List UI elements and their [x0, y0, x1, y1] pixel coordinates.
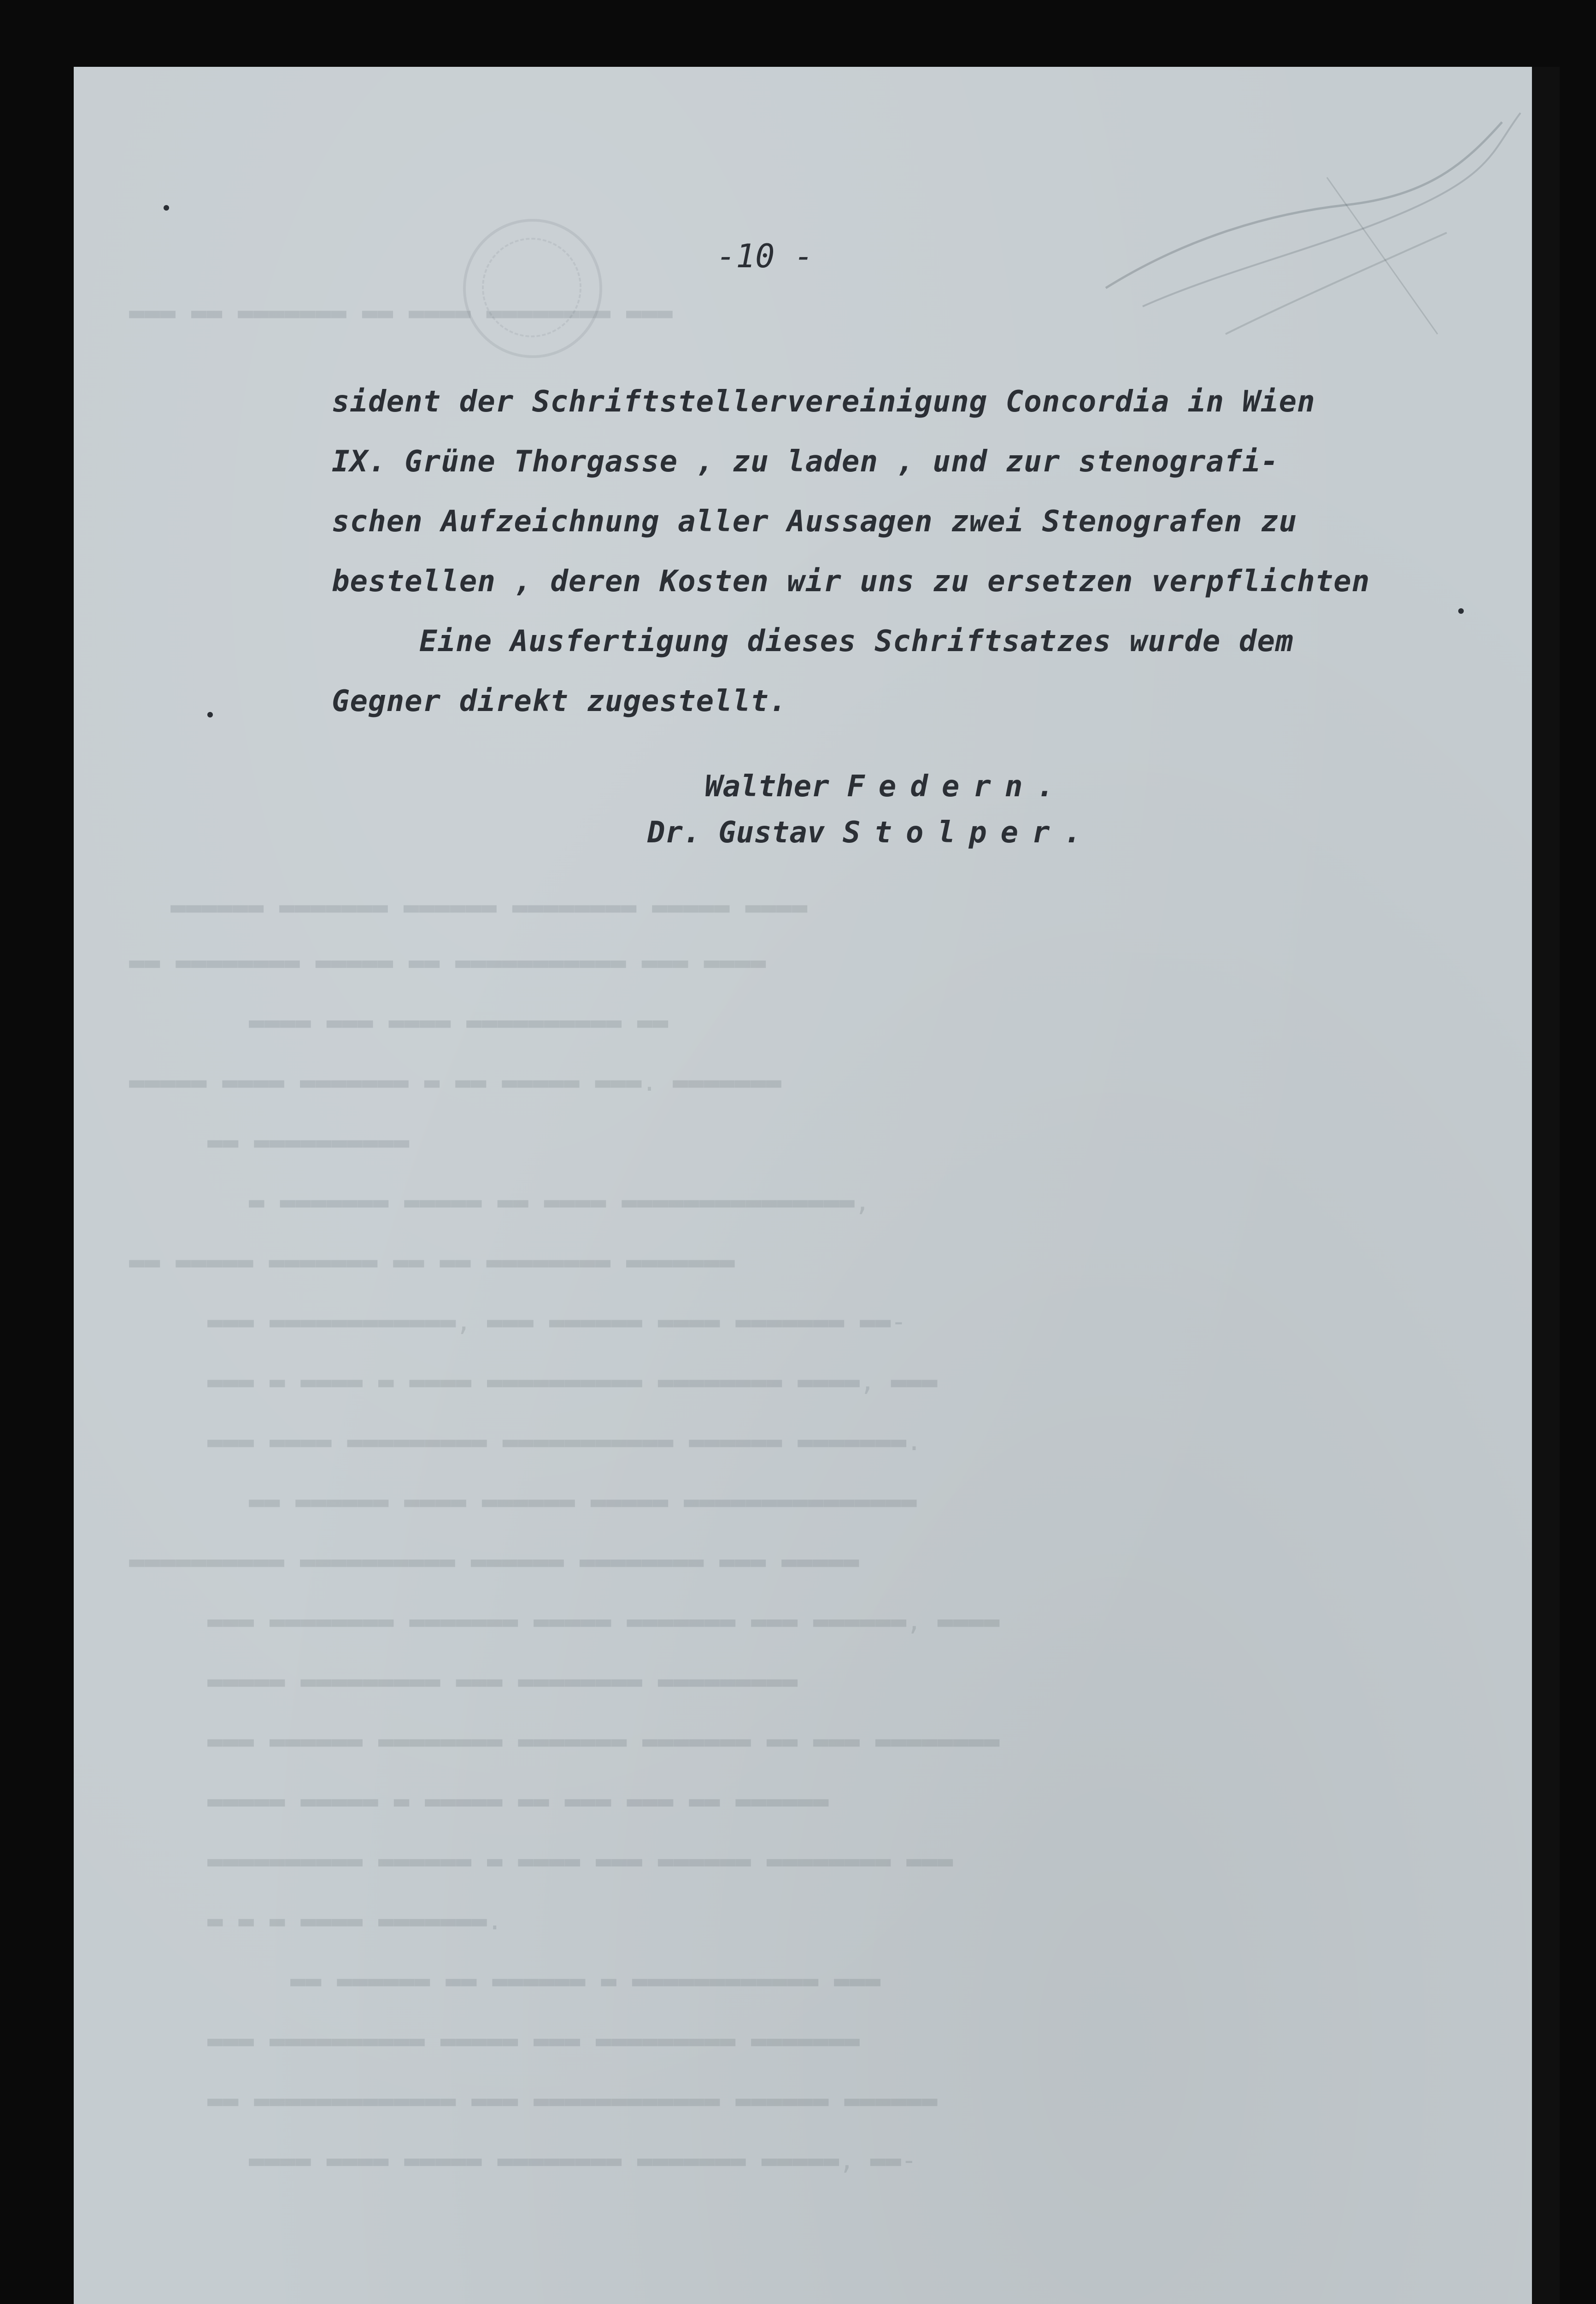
signature-second-surname: Stolper.	[842, 816, 1096, 850]
margin-dot	[164, 205, 169, 211]
pencil-scribble-marks	[1087, 94, 1530, 371]
margin-dot	[1458, 608, 1464, 614]
body-line: IX. Grüne Thorgasse , zu laden , und zur stenografi-	[332, 445, 1279, 479]
signature-federn	[705, 770, 1068, 804]
body-line: Eine Ausfertigung dieses Schriftsatzes wurde dem	[419, 624, 1294, 658]
signature-first-name: Walther	[705, 770, 829, 804]
signature-first-surname: Federn.	[847, 770, 1068, 804]
document-page	[74, 67, 1560, 2304]
faint-seal-stamp	[463, 219, 602, 358]
scan-edge-shadow	[1532, 67, 1560, 2304]
margin-dot	[207, 712, 213, 717]
body-line: Gegner direkt zugestellt.	[332, 684, 787, 718]
body-line: schen Aufzeichnung aller Aussagen zwei Stenografen zu	[332, 505, 1297, 539]
body-line: bestellen , deren Kosten wir uns zu ersetzen verpflichten	[332, 564, 1370, 599]
signature-stolper	[647, 816, 1095, 850]
show-through-texture: ▬▬▬ ▬▬ ▬▬▬▬▬▬▬ ▬▬ ▬▬▬▬ ▬▬▬▬▬▬▬▬ ▬▬▬ ▬▬▬▬▬▬ ▬▬▬▬▬▬▬ ▬▬▬▬▬▬ ▬▬▬▬▬▬▬▬ ▬▬▬▬▬ ▬▬▬▬ ▬▬ ▬▬▬▬▬▬▬▬ ▬▬▬▬▬ ▬▬ ▬▬▬▬▬▬▬▬▬▬▬ ▬▬▬ ▬▬▬▬ ▬▬▬▬ ▬▬▬ ▬▬▬▬ ▬▬▬▬▬▬▬▬▬▬ ▬▬ ▬▬▬▬▬ ▬▬▬▬ ▬▬▬▬▬▬▬ ▬ ▬▬ ▬▬▬▬▬ ▬▬▬. ▬▬▬▬▬▬▬ ▬▬ ▬▬▬▬▬▬▬▬▬▬ ▬ ▬▬▬▬▬▬▬ ▬▬▬▬▬ ▬▬ ▬▬▬▬ ▬▬▬▬▬▬▬▬▬▬▬▬▬▬▬, ▬▬ ▬▬▬▬▬ ▬▬▬▬▬▬▬ ▬▬ ▬▬ ▬▬▬▬▬▬▬▬ ▬▬▬▬▬▬▬ ▬▬▬ ▬▬▬▬▬▬▬▬▬▬▬▬, ▬▬▬ ▬▬▬▬▬▬ ▬▬▬▬ ▬▬▬▬▬▬▬ ▬▬- ▬▬▬ ▬ ▬▬▬▬ ▬ ▬▬▬▬ ▬▬▬▬▬▬▬▬▬▬ ▬▬▬▬▬▬▬▬ ▬▬▬▬, ▬▬▬ ▬▬▬ ▬▬▬▬ ▬▬▬▬▬▬▬▬▬ ▬▬▬▬▬▬▬▬▬▬▬ ▬▬▬▬▬▬ ▬▬▬▬▬▬▬. ▬▬ ▬▬▬▬▬▬ ▬▬▬▬ ▬▬▬▬▬▬ ▬▬▬▬▬ ▬▬▬▬▬▬▬▬▬▬▬▬▬▬▬ ▬▬▬▬▬▬▬▬▬▬ ▬▬▬▬▬▬▬▬▬▬ ▬▬▬▬▬▬ ▬▬▬▬▬▬▬▬ ▬▬▬ ▬▬▬▬▬ ▬▬▬ ▬▬▬▬▬▬▬▬ ▬▬▬▬▬▬▬ ▬▬▬▬▬ ▬▬▬▬▬▬▬ ▬▬▬ ▬▬▬▬▬▬, ▬▬▬▬ ▬▬▬▬▬ ▬▬▬▬▬▬▬▬▬ ▬▬▬ ▬▬▬▬▬▬▬▬ ▬▬▬▬▬▬▬▬▬ ▬▬▬ ▬▬▬▬▬▬ ▬▬▬▬▬▬▬▬ ▬▬▬▬▬▬▬ ▬▬▬▬▬▬▬ ▬▬ ▬▬▬ ▬▬▬▬▬▬▬▬ ▬▬▬▬▬ ▬▬▬▬▬ ▬ ▬▬▬▬▬ ▬▬ ▬▬▬ ▬▬▬ ▬▬ ▬▬▬▬▬▬ ▬▬▬▬▬▬▬▬▬▬ ▬▬▬▬▬▬ ▬ ▬▬▬▬ ▬▬▬ ▬▬▬▬▬▬ ▬▬▬▬▬▬▬▬ ▬▬▬ ▬ ▬ ▬ ▬▬▬▬ ▬▬▬▬▬▬▬. ▬▬ ▬▬▬▬▬▬ ▬▬ ▬▬▬▬▬▬ ▬ ▬▬▬▬▬▬▬▬▬▬▬▬ ▬▬▬ ▬▬▬ ▬▬▬▬▬▬▬▬▬▬ ▬▬▬▬▬ ▬▬▬ ▬▬▬▬▬▬▬▬▬ ▬▬▬▬▬▬▬ ▬▬ ▬▬▬▬▬▬▬▬▬▬▬▬▬ ▬▬▬ ▬▬▬▬▬▬▬▬▬▬▬▬ ▬▬▬▬▬▬ ▬▬▬▬▬▬ ▬▬▬▬ ▬▬▬▬ ▬▬▬▬▬ ▬▬▬▬▬▬▬▬ ▬▬▬▬▬▬▬ ▬▬▬▬▬, ▬▬-	[129, 298, 1000, 2175]
body-line: sident der Schriftstellervereinigung Concordia in Wien	[332, 385, 1315, 419]
page-number: -10 -	[716, 237, 814, 275]
signature-second-name: Dr. Gustav	[647, 816, 825, 850]
